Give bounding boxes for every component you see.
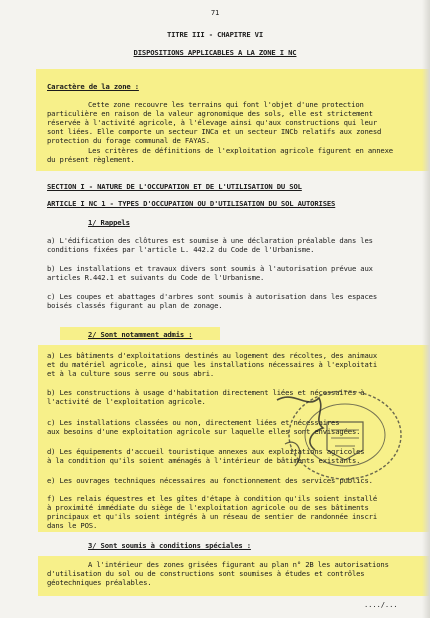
admis-line: l'activité de l'exploitation agricole. — [47, 397, 206, 406]
article-heading: ARTICLE I NC 1 - TYPES D'OCCUPATION OU D'UTILISATION DU SOL AUTORISES — [47, 199, 336, 208]
character-heading: Caractère de la zone : — [47, 82, 139, 91]
rappel-line: a) L'édification des clôtures est soumise à une déclaration préalable dans les — [47, 236, 373, 245]
rappel-line: boisés classés figurant au plan de zonage. — [47, 301, 223, 310]
admis-line: à la condition qu'ils soient aménagés à l'intérieur de bâtiments existants. — [47, 456, 361, 465]
admis-line: dans le POS. — [47, 521, 98, 530]
rappel-line: b) Les installations et travaux divers sont soumis à l'autorisation prévue aux — [47, 264, 373, 273]
page-edge-shadow — [422, 0, 430, 618]
continuation-mark: ..../... — [364, 600, 398, 609]
admis-line: aux besoins d'une exploitation agricole sur laquelle elles sont envisagées. — [47, 427, 361, 436]
rappel-line: conditions fixées par l'article L. 442.2 du Code de l'Urbanisme. — [47, 245, 315, 254]
character-line: protection du forage communal de FAYAS. — [47, 136, 210, 145]
admis-line: b) Les constructions à usage d'habitation directement liées et nécessaires à — [47, 388, 365, 397]
character-line: Les critères de définitions de l'exploitation agricole figurent en annexe — [88, 146, 393, 155]
admis-line: c) Les installations classées ou non, directement liées et nécessaires — [47, 418, 340, 427]
admis-line: et à la culture sous serre ou sous abri. — [47, 369, 215, 378]
character-line: sont liées. Elle comporte un secteur INCa et un secteur INCb relatifs aux zonesd — [47, 127, 382, 136]
conditions-line: d'utilisation du sol ou de constructions sont soumises à études et contrôles — [47, 569, 365, 578]
page-number: 71 — [210, 8, 220, 17]
admis-line: à proximité immédiate du siège de l'exploitation agricole ou de ses bâtiments — [47, 503, 369, 512]
character-line: Cette zone recouvre les terrains qui font l'objet d'une protection — [88, 100, 364, 109]
rappels-heading: 1/ Rappels — [88, 218, 130, 227]
conditions-line: géotechniques préalables. — [47, 578, 152, 587]
rappel-line: articles R.442.1 et suivants du Code de l'Urbanisme. — [47, 273, 265, 282]
admis-line: f) Les relais équestres et les gîtes d'étape à condition qu'ils soient installé — [47, 494, 378, 503]
character-line: du présent règlement. — [47, 155, 135, 164]
admis-line: a) Les bâtiments d'exploitations destinés au logement des récoltes, des animaux — [47, 351, 378, 360]
character-line: réservée à l'activité agricole, à l'élevage ainsi qu'aux constructions qui leur — [47, 118, 378, 127]
admis-line: et du matériel agricole, ainsi que les installations nécessaires à l'exploitati — [47, 360, 378, 369]
admis-heading: 2/ Sont notamment admis : — [88, 330, 193, 339]
admis-line: principaux et qu'ils soient intégrés à un réseau de sentier de randonnée inscri — [47, 512, 378, 521]
admis-line: d) Les équipements d'accueil touristique annexes aux exploitations agricoles — [47, 447, 365, 456]
chapter-subtitle: DISPOSITIONS APPLICABLES A LA ZONE I NC — [133, 48, 297, 57]
rappel-line: c) Les coupes et abattages d'arbres sont soumis à autorisation dans les espaces — [47, 292, 378, 301]
section-heading: SECTION I - NATURE DE L'OCCUPATION ET DE L'UTILISATION DU SOL — [47, 182, 302, 191]
chapter-title: TITRE III - CHAPITRE VI — [166, 30, 264, 39]
admis-line: e) Les ouvrages techniques nécessaires au fonctionnement des services publics. — [47, 476, 373, 485]
municipal-seal-icon — [265, 380, 405, 490]
character-line: particulière en raison de la valeur agronomique des sols, elle est strictement — [47, 109, 373, 118]
conditions-heading: 3/ Sont soumis à conditions spéciales : — [88, 541, 251, 550]
conditions-line: A l'intérieur des zones grisées figurant au plan n° 2B les autorisations — [88, 560, 389, 569]
